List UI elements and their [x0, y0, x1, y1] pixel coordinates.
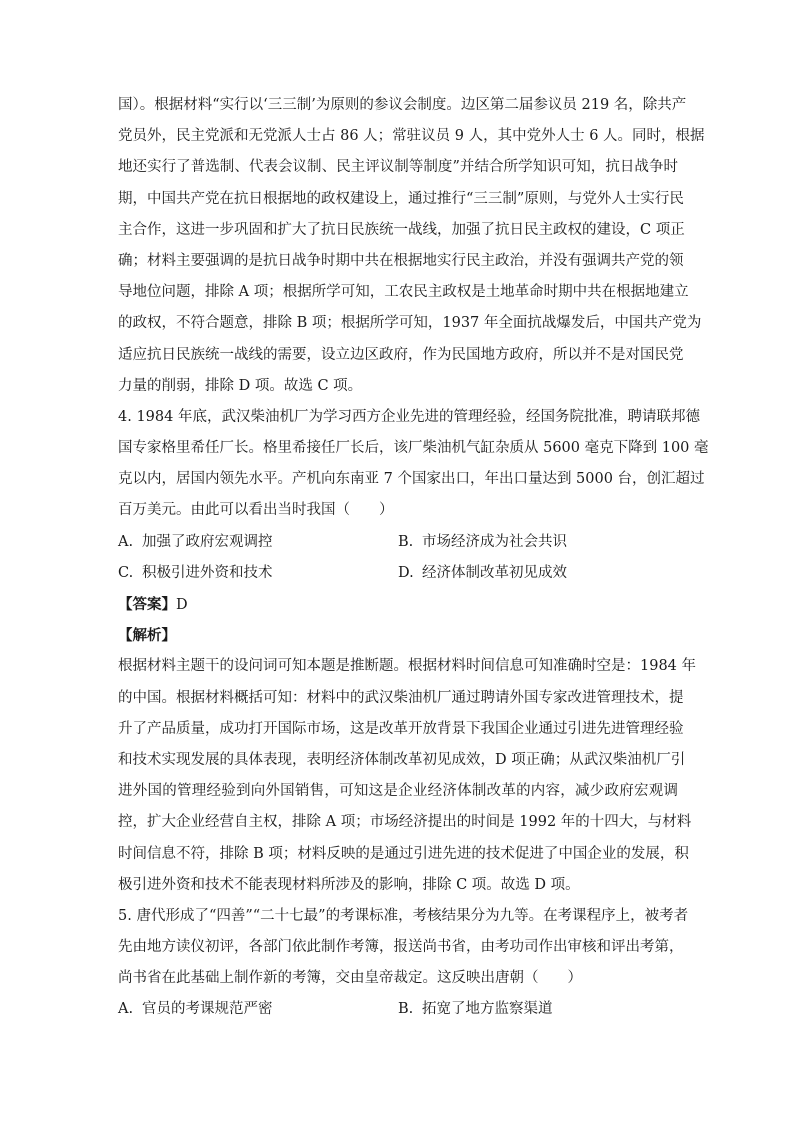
q3-analysis-tail — [118, 90, 705, 402]
text-line: 确；材料主要强调的是抗日战争时期中共在根据地实行民主政治，并没有强调共产党的领 — [118, 252, 684, 269]
option-text: 拓宽了地方监察渠道 — [422, 1001, 553, 1018]
text-line: 主合作，这进一步巩固和扩大了抗日民族统一战线，加强了抗日民主政权的建设，C 项正 — [118, 221, 685, 238]
text-line: 国）。根据材料“实行以‘三三制’为原则的参议会制度。边区第二届参议员 219 名，除共产 — [118, 97, 687, 113]
option-letter: C. — [118, 564, 134, 581]
analysis-label: 【解析】 — [118, 627, 176, 645]
question-5 — [118, 901, 689, 1026]
option-letter: D. — [398, 564, 414, 581]
text-line: 的政权，不符合题意，排除 B 项；根据所学可知，1937 年全面抗战爆发后，中国共产党为 — [118, 315, 702, 332]
options-row — [118, 558, 678, 589]
text-line: 力量的削弱，排除 D 项。故选 C 项。 — [118, 377, 363, 394]
analysis-line: 时间信息不符，排除 B 项；材料反映的是通过引进先进的技术促进了中国企业的发展，积 — [118, 845, 689, 862]
option-text: 加强了政府宏观调控 — [142, 533, 273, 550]
options-row — [118, 527, 678, 558]
option-a — [118, 527, 398, 558]
text-line: 党员外，民主党派和无党派人士占 86 人；常驻议员 9 人，其中党外人士 6 人。同时，根据 — [118, 128, 705, 145]
question-stem-line: 百万美元。由此可以看出当时我国（ ） — [118, 502, 394, 519]
analysis-heading — [118, 620, 678, 651]
analysis-line: 根据材料主题干的设问词可知本题是推断题。根据材料时间信息可知准确时空是：1984 年 — [118, 658, 697, 675]
option-text: 市场经济成为社会共识 — [422, 533, 567, 550]
analysis-line: 和技术实现发展的具体表现，表明经济体制改革初见成效，D 项正确；从武汉柴油机厂引 — [118, 751, 686, 768]
question-stem-line: 克以内，居国内领先水平。产机向东南亚 7 个国家出口，年出口量达到 5000 台，创汇超过 — [118, 471, 705, 488]
text-line: 适应抗日民族统一战线的需要，设立边区政府，作为民国地方政府，所以并不是对国民党 — [118, 346, 684, 363]
option-text: 积极引进外资和技术 — [142, 564, 273, 581]
option-letter: A. — [118, 533, 134, 550]
option-b — [398, 994, 678, 1025]
analysis-line: 的中国。根据材料概括可知：材料中的武汉柴油机厂通过聘请外国专家改进管理技术，提 — [118, 689, 684, 706]
option-letter: B. — [398, 533, 414, 550]
option-d — [398, 558, 678, 589]
options-row — [118, 994, 678, 1025]
question-stem-line: 4. 1984 年底，武汉柴油机厂为学习西方企业先进的管理经验，经国务院批准，聘请联邦德 — [118, 408, 700, 425]
question-stem-line: 5. 唐代形成了“四善”“二十七最”的考课标准，考核结果分为九等。在考课程序上，被考者 — [118, 907, 689, 924]
document-page — [118, 90, 709, 1026]
question-stem-line: 先由地方读仪初评，各部门依此制作考簿，报送尚书省，由考功司作出审核和评出考第， — [118, 939, 684, 956]
option-text: 经济体制改革初见成效 — [422, 564, 567, 581]
text-line: 地还实行了普选制、代表会议制、民主评议制等制度”并结合所学知识可知，抗日战争时 — [118, 159, 678, 176]
question-4 — [118, 402, 709, 901]
analysis-line: 控，扩大企业经营自主权，排除 A 项；市场经济提出的时间是 1992 年的十四大，与材料 — [118, 814, 692, 831]
question-stem-line: 国专家格里希任厂长。格里希接任厂长后，该厂柴油机气缸杂质从 5600 毫克下降到 100 毫 — [118, 440, 709, 457]
option-b — [398, 527, 678, 558]
text-line: 期，中国共产党在抗日根据地的政权建设上，通过推行“三三制”原则，与党外人士实行民 — [118, 190, 684, 207]
option-a — [118, 994, 398, 1025]
question-stem-line: 尚书省在此基础上制作新的考簿，交由皇帝裁定。这反映出唐朝（ ） — [118, 970, 582, 987]
analysis-line: 极引进外资和技术不能表现材料所涉及的影响，排除 C 项。故选 D 项。 — [118, 876, 580, 893]
answer-label: 【答案】 — [118, 596, 176, 613]
option-text: 官员的考课规范严密 — [142, 1001, 273, 1018]
option-letter: B. — [398, 1001, 414, 1018]
option-c — [118, 558, 398, 589]
analysis-line: 进外国的管理经验到向外国销售，可知这是企业经济体制改革的内容，减少政府宏观调 — [118, 783, 678, 800]
answer-value: D — [176, 597, 188, 613]
option-letter: A. — [118, 1001, 134, 1018]
answer-line — [118, 589, 678, 620]
text-line: 导地位问题，排除 A 项；根据所学可知，工农民主政权是土地革命时期中共在根据地建立 — [118, 284, 689, 301]
analysis-line: 升了产品质量，成功打开国际市场，这是改革开放背景下我国企业通过引进先进管理经验 — [118, 720, 684, 737]
